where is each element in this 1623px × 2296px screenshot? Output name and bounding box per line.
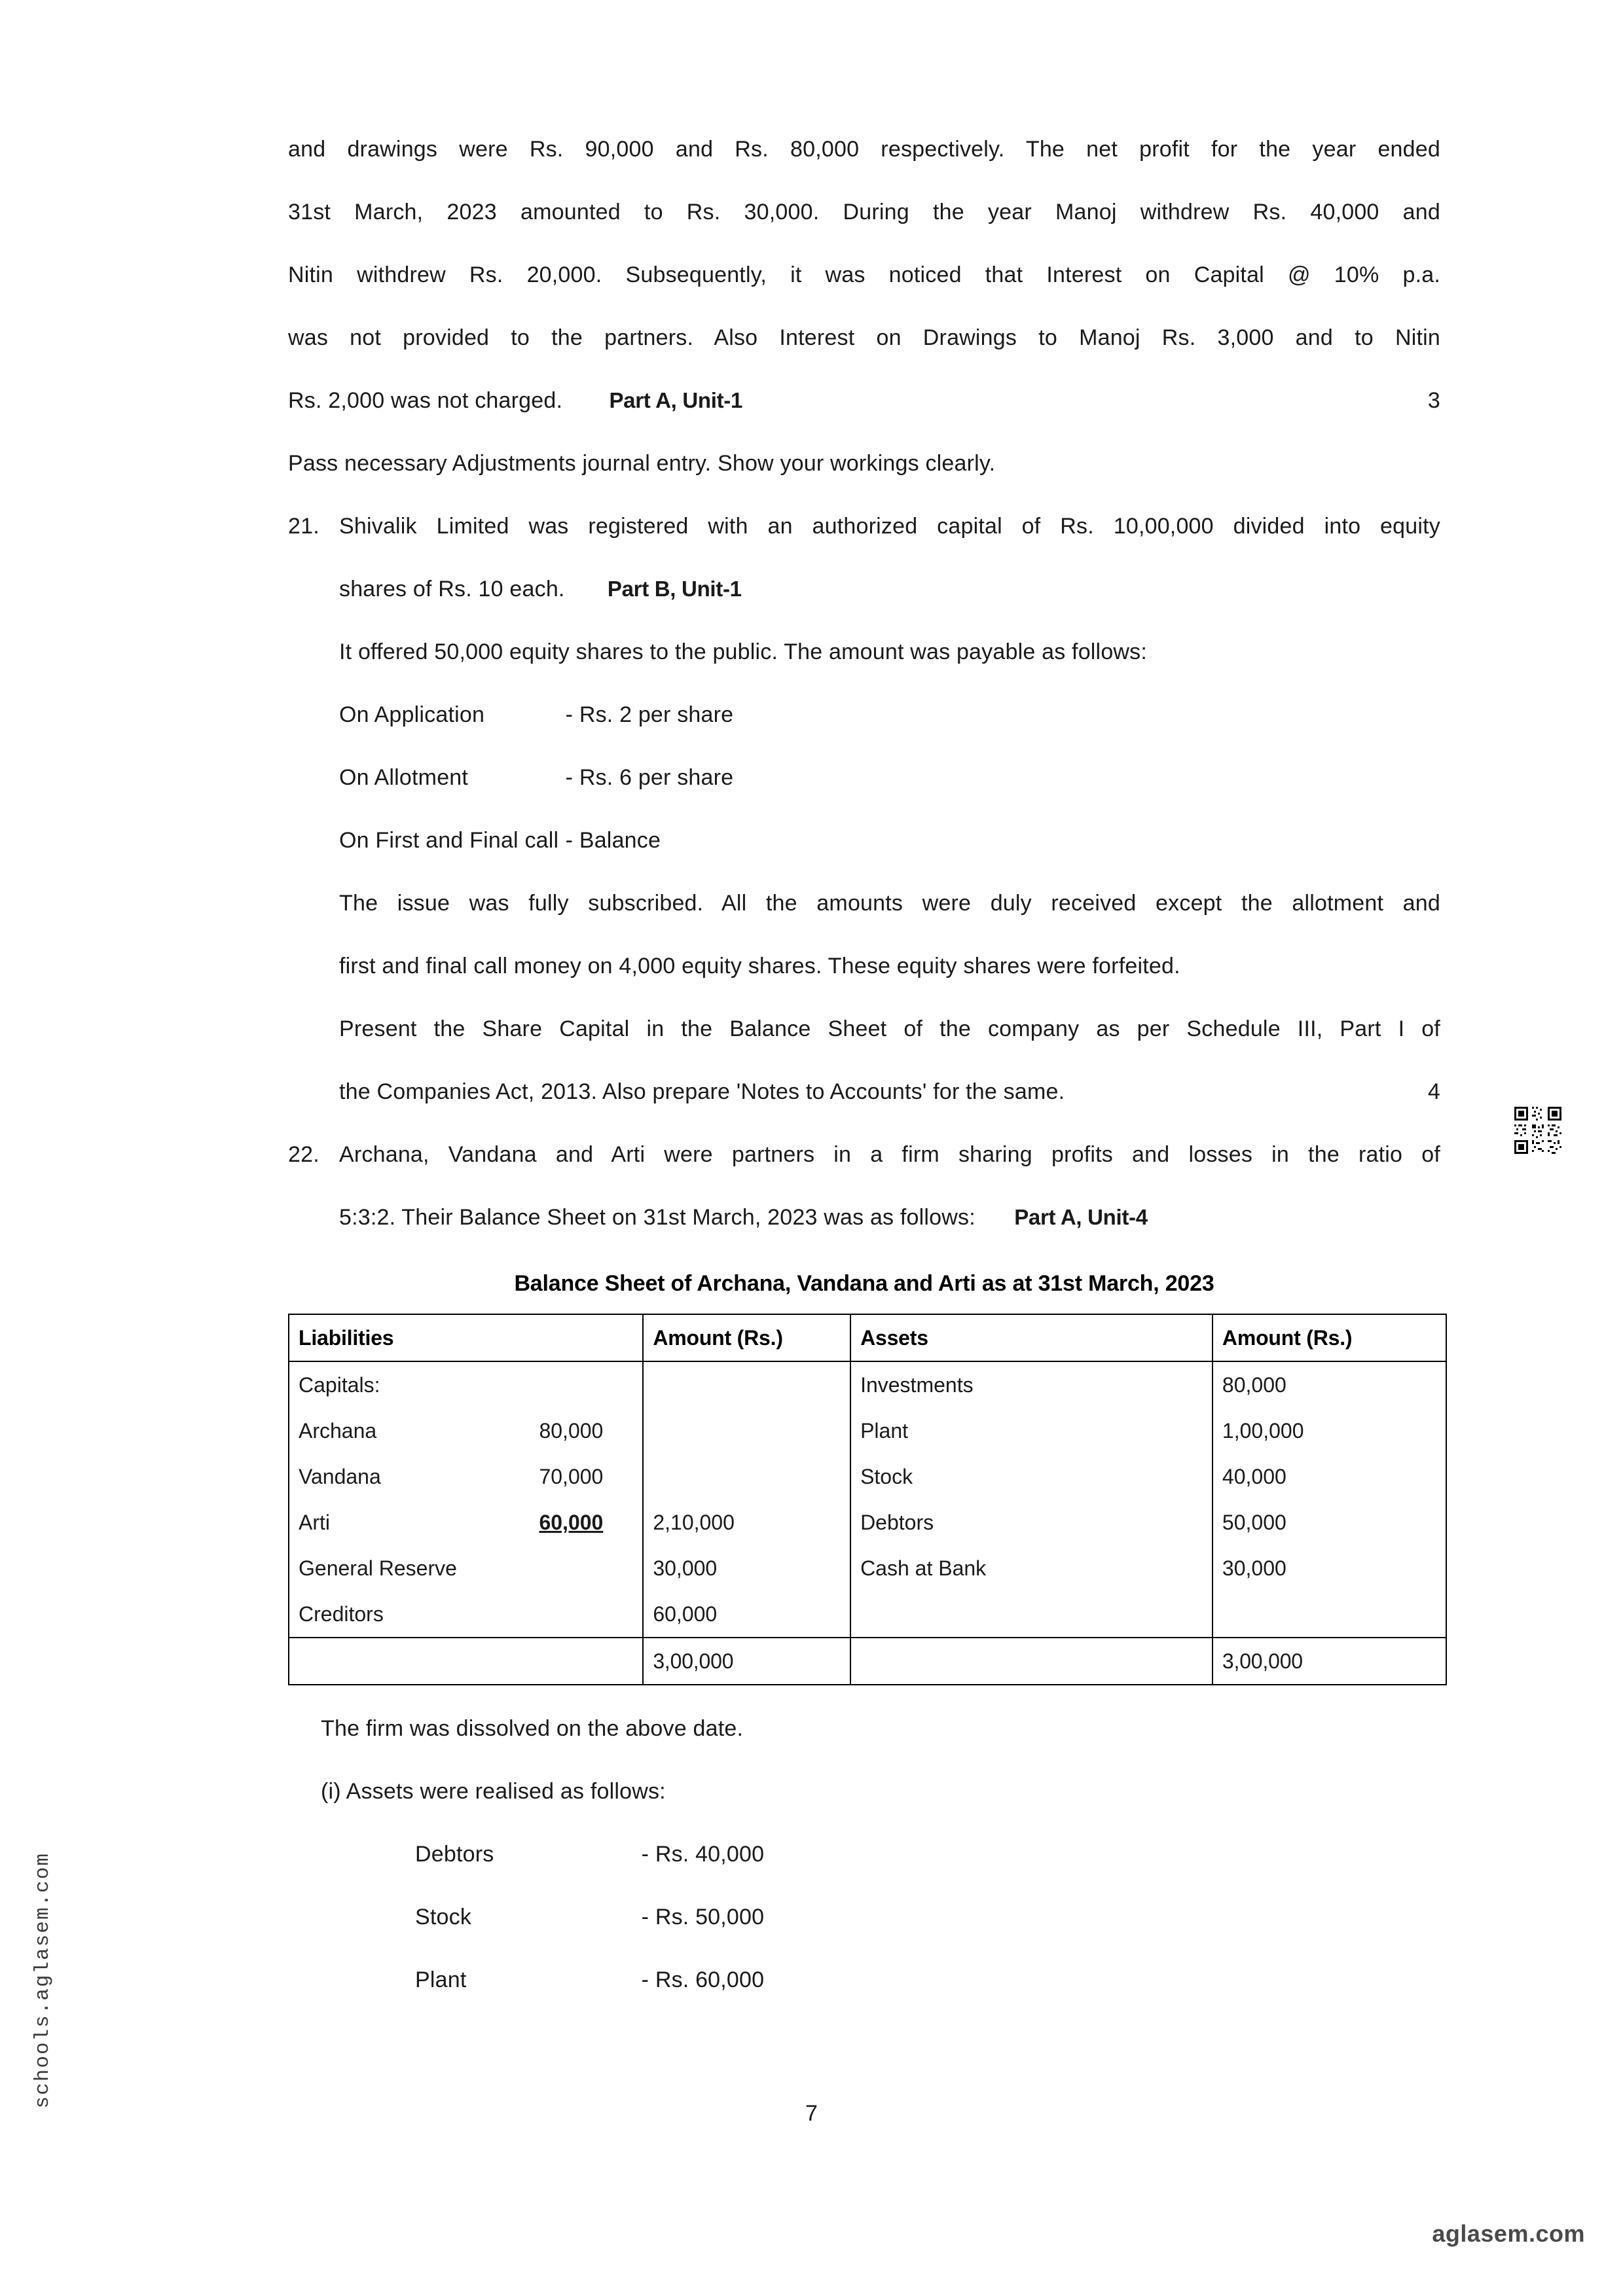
q20-line-5 xyxy=(288,369,1440,432)
header-amount-2: Amount (Rs.) xyxy=(1213,1314,1446,1361)
payment-term-row xyxy=(339,746,1440,809)
total-liability-blank xyxy=(289,1638,643,1685)
payment-term-label: On First and Final call xyxy=(339,828,559,853)
liability-label: General Reserve xyxy=(299,1556,457,1580)
payment-term-value: - Rs. 2 per share xyxy=(565,702,734,727)
table-row xyxy=(289,1591,1446,1638)
dissolution-line: The firm was dissolved on the above date. xyxy=(321,1716,744,1741)
liability-label: Creditors xyxy=(299,1602,384,1626)
q21-line-3: It offered 50,000 equity shares to the public. The amount was payable as follows: xyxy=(339,639,1148,664)
cell-amount-1 xyxy=(643,1361,850,1408)
q22-line-2-text: 5:3:2. Their Balance Sheet on 31st March, 2023 was as follows: xyxy=(339,1205,976,1230)
realisation-row xyxy=(321,1823,1440,1886)
payment-term-row xyxy=(339,683,1440,746)
table-row xyxy=(289,1545,1446,1591)
cell-amount-2: 1,00,000 xyxy=(1213,1408,1446,1454)
liability-value: 60,000 xyxy=(539,1511,604,1534)
question-20-continued xyxy=(288,118,1440,495)
liability-label: Archana xyxy=(299,1419,377,1443)
realisation-value: - Rs. 40,000 xyxy=(641,1842,765,1867)
payment-term-row xyxy=(339,809,1440,872)
cell-amount-2: 80,000 xyxy=(1213,1361,1446,1408)
q21-line-6: Present the Share Capital in the Balance Sheet of the company as per Schedule III, Part I of xyxy=(339,1016,1440,1041)
header-assets: Assets xyxy=(850,1314,1213,1361)
q21-line-1: Shivalik Limited was registered with an authorized capital of Rs. 10,00,000 divided into equity xyxy=(339,514,1440,539)
cell-liability xyxy=(289,1499,643,1545)
cell-liability xyxy=(289,1545,643,1591)
page-number: 7 xyxy=(805,2101,818,2126)
q20-marks: 3 xyxy=(1427,388,1440,413)
header-amount-1: Amount (Rs.) xyxy=(643,1314,850,1361)
q20-final-line: Pass necessary Adjustments journal entry. Show your workings clearly. xyxy=(288,451,996,476)
table-header-row xyxy=(289,1314,1446,1361)
realisation-label: Stock xyxy=(415,1905,472,1929)
balance-sheet-title: Balance Sheet of Archana, Vandana and Arti as at 31st March, 2023 xyxy=(514,1271,1214,1296)
payment-term-label: On Allotment xyxy=(339,765,469,790)
q21-line-2 xyxy=(339,558,1440,620)
liability-value: 70,000 xyxy=(539,1465,604,1488)
cell-amount-1 xyxy=(643,1408,850,1454)
realisation-label: Plant xyxy=(415,1967,467,1992)
realisation-value: - Rs. 60,000 xyxy=(641,1967,765,1992)
q20-line-3: Nitin withdrew Rs. 20,000. Subsequently, it was noticed that Interest on Capital @ 10% p.a. xyxy=(288,262,1440,287)
q20-unit-tag: Part A, Unit-1 xyxy=(609,388,743,412)
cell-asset xyxy=(850,1591,1213,1638)
cell-asset: Investments xyxy=(850,1361,1213,1408)
cell-asset: Stock xyxy=(850,1454,1213,1499)
payment-term-value: - Balance xyxy=(565,828,661,853)
q21-marks: 4 xyxy=(1427,1079,1440,1104)
liability-value xyxy=(603,1551,633,1585)
q20-line-2: 31st March, 2023 amounted to Rs. 30,000. During the year Manoj withdrew Rs. 40,000 and xyxy=(288,200,1440,224)
table-row xyxy=(289,1454,1446,1499)
table-row xyxy=(289,1408,1446,1454)
q20-line-5-text: Rs. 2,000 was not charged. xyxy=(288,388,563,413)
balance-sheet-table xyxy=(288,1314,1447,1685)
watermark-left: schools.aglasem.com xyxy=(31,1852,54,2109)
cell-asset: Plant xyxy=(850,1408,1213,1454)
total-amount-1: 3,00,000 xyxy=(643,1638,850,1685)
q21-line-7-text: the Companies Act, 2013. Also prepare 'Notes to Accounts' for the same. xyxy=(339,1079,1065,1104)
total-amount-2: 3,00,000 xyxy=(1213,1638,1446,1685)
question-21 xyxy=(288,495,1440,1123)
liability-value: 80,000 xyxy=(539,1419,604,1443)
liability-label: Arti xyxy=(299,1511,330,1534)
cell-liability xyxy=(289,1408,643,1454)
realisation-value: - Rs. 50,000 xyxy=(641,1905,765,1929)
realisation-row xyxy=(321,1886,1440,1948)
liability-value xyxy=(603,1368,633,1402)
q21-unit-tag: Part B, Unit-1 xyxy=(607,577,742,601)
q22-line-2 xyxy=(339,1186,1440,1249)
q21-line-7 xyxy=(339,1060,1440,1123)
question-22 xyxy=(288,1123,1440,1249)
cell-amount-2 xyxy=(1213,1591,1446,1638)
q22-line-1: Archana, Vandana and Arti were partners in a firm sharing profits and losses in the ratio of xyxy=(339,1142,1440,1167)
cell-liability xyxy=(289,1591,643,1638)
page-content xyxy=(288,118,1440,2011)
cell-asset: Debtors xyxy=(850,1499,1213,1545)
table-row xyxy=(289,1361,1446,1408)
question-21-number: 21. xyxy=(288,514,319,539)
cell-amount-1: 60,000 xyxy=(643,1591,850,1638)
cell-amount-2: 40,000 xyxy=(1213,1454,1446,1499)
question-22-after-table xyxy=(288,1697,1440,2011)
table-row xyxy=(289,1499,1446,1545)
realisation-row xyxy=(321,1948,1440,2011)
q21-line-2-text: shares of Rs. 10 each. xyxy=(339,577,565,601)
liability-label: Vandana xyxy=(299,1465,381,1488)
cell-liability xyxy=(289,1361,643,1408)
q21-line-4: The issue was fully subscribed. All the amounts were duly received except the allotment and xyxy=(339,891,1440,916)
liability-value xyxy=(603,1597,633,1631)
payment-term-label: On Application xyxy=(339,702,485,727)
liability-label: Capitals: xyxy=(299,1373,380,1397)
q20-line-4: was not provided to the partners. Also Interest on Drawings to Manoj Rs. 3,000 and to Nitin xyxy=(288,325,1440,350)
question-22-number: 22. xyxy=(288,1142,319,1167)
realisation-label: Debtors xyxy=(415,1842,494,1867)
watermark-right: aglasem.com xyxy=(1432,2220,1585,2247)
cell-asset: Cash at Bank xyxy=(850,1545,1213,1591)
q21-line-5: first and final call money on 4,000 equity shares. These equity shares were forfeited. xyxy=(339,954,1180,978)
cell-amount-2: 30,000 xyxy=(1213,1545,1446,1591)
cell-liability xyxy=(289,1454,643,1499)
assets-realised-heading: (i) Assets were realised as follows: xyxy=(321,1779,666,1804)
payment-term-value: - Rs. 6 per share xyxy=(565,765,734,790)
cell-amount-2: 50,000 xyxy=(1213,1499,1446,1545)
cell-amount-1: 30,000 xyxy=(643,1545,850,1591)
cell-amount-1: 2,10,000 xyxy=(643,1499,850,1545)
cell-amount-1 xyxy=(643,1454,850,1499)
qr-code-icon xyxy=(1512,1105,1563,1156)
table-total-row xyxy=(289,1638,1446,1685)
q22-unit-tag: Part A, Unit-4 xyxy=(1014,1205,1148,1229)
total-asset-blank xyxy=(850,1638,1213,1685)
q20-line-1: and drawings were Rs. 90,000 and Rs. 80,000 respectively. The net profit for the year ended xyxy=(288,137,1440,162)
header-liabilities: Liabilities xyxy=(289,1314,643,1361)
